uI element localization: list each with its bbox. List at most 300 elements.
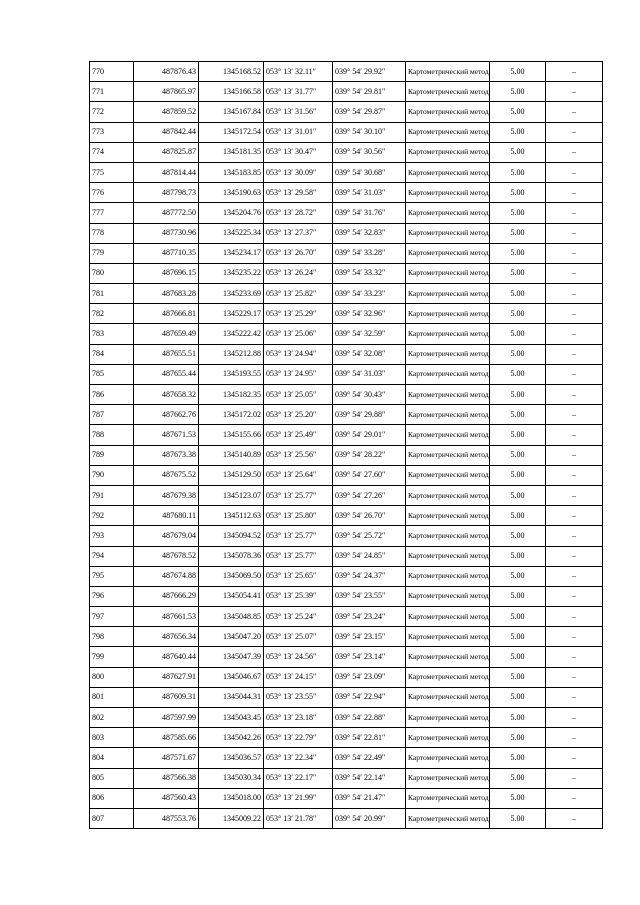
longitude-cell: 039° 54′ 28.22″ (333, 445, 406, 465)
method-cell: Картометрический метод (406, 526, 490, 546)
x-coordinate-cell: 487640.44 (134, 647, 199, 667)
method-cell: Картометрический метод (406, 485, 490, 505)
latitude-cell: 053° 13′ 25.06″ (264, 324, 333, 344)
latitude-cell: 053° 13′ 25.82″ (264, 284, 333, 304)
accuracy-cell: 5.00 (490, 183, 546, 203)
y-coordinate-cell: 1345172.02 (199, 405, 264, 425)
method-cell: Картометрический метод (406, 304, 490, 324)
longitude-cell: 039° 54′ 29.01″ (333, 425, 406, 445)
accuracy-cell: 5.00 (490, 445, 546, 465)
x-coordinate-cell: 487772.50 (134, 203, 199, 223)
y-coordinate-cell: 1345046.67 (199, 667, 264, 687)
y-coordinate-cell: 1345042.26 (199, 728, 264, 748)
note-cell: – (546, 586, 603, 606)
longitude-cell: 039° 54′ 31.03″ (333, 364, 406, 384)
y-coordinate-cell: 1345030.34 (199, 768, 264, 788)
longitude-cell: 039° 54′ 22.49″ (333, 748, 406, 768)
accuracy-cell: 5.00 (490, 687, 546, 707)
note-cell: – (546, 203, 603, 223)
longitude-cell: 039° 54′ 22.81″ (333, 728, 406, 748)
note-cell: – (546, 122, 603, 142)
y-coordinate-cell: 1345225.34 (199, 223, 264, 243)
latitude-cell: 053° 13′ 24.94″ (264, 344, 333, 364)
note-cell: – (546, 627, 603, 647)
latitude-cell: 053° 13′ 25.56″ (264, 445, 333, 465)
note-cell: – (546, 506, 603, 526)
table-row (90, 183, 603, 203)
accuracy-cell: 5.00 (490, 708, 546, 728)
y-coordinate-cell: 1345234.17 (199, 243, 264, 263)
x-coordinate-cell: 487661.53 (134, 607, 199, 627)
y-coordinate-cell: 1345078.36 (199, 546, 264, 566)
longitude-cell: 039° 54′ 32.08″ (333, 344, 406, 364)
x-coordinate-cell: 487674.88 (134, 566, 199, 586)
table-row (90, 667, 603, 687)
table-row (90, 243, 603, 263)
note-cell: – (546, 162, 603, 182)
latitude-cell: 053° 13′ 23.55″ (264, 687, 333, 707)
longitude-cell: 039° 54′ 21.47″ (333, 788, 406, 808)
method-cell: Картометрический метод (406, 627, 490, 647)
y-coordinate-cell: 1345181.35 (199, 142, 264, 162)
longitude-cell: 039° 54′ 22.94″ (333, 687, 406, 707)
x-coordinate-cell: 487825.87 (134, 142, 199, 162)
x-coordinate-cell: 487655.51 (134, 344, 199, 364)
x-coordinate-cell: 487627.91 (134, 667, 199, 687)
point-number-cell: 806 (90, 788, 134, 808)
x-coordinate-cell: 487876.43 (134, 62, 199, 82)
longitude-cell: 039° 54′ 31.03″ (333, 183, 406, 203)
accuracy-cell: 5.00 (490, 586, 546, 606)
method-cell: Картометрический метод (406, 607, 490, 627)
longitude-cell: 039° 54′ 23.24″ (333, 607, 406, 627)
coordinates-table (89, 61, 603, 829)
accuracy-cell: 5.00 (490, 808, 546, 828)
latitude-cell: 053° 13′ 25.07″ (264, 627, 333, 647)
note-cell: – (546, 142, 603, 162)
method-cell: Картометрический метод (406, 586, 490, 606)
note-cell: – (546, 364, 603, 384)
latitude-cell: 053° 13′ 25.24″ (264, 607, 333, 627)
table-row (90, 687, 603, 707)
method-cell: Картометрический метод (406, 385, 490, 405)
point-number-cell: 786 (90, 385, 134, 405)
y-coordinate-cell: 1345129.50 (199, 465, 264, 485)
accuracy-cell: 5.00 (490, 748, 546, 768)
y-coordinate-cell: 1345043.45 (199, 708, 264, 728)
x-coordinate-cell: 487671.53 (134, 425, 199, 445)
longitude-cell: 039° 54′ 29.88″ (333, 405, 406, 425)
longitude-cell: 039° 54′ 27.26″ (333, 485, 406, 505)
note-cell: – (546, 788, 603, 808)
table-row (90, 627, 603, 647)
x-coordinate-cell: 487710.35 (134, 243, 199, 263)
table-row (90, 405, 603, 425)
point-number-cell: 799 (90, 647, 134, 667)
note-cell: – (546, 748, 603, 768)
latitude-cell: 053° 13′ 28.72″ (264, 203, 333, 223)
point-number-cell: 792 (90, 506, 134, 526)
x-coordinate-cell: 487683.28 (134, 284, 199, 304)
point-number-cell: 795 (90, 566, 134, 586)
method-cell: Картометрический метод (406, 768, 490, 788)
point-number-cell: 774 (90, 142, 134, 162)
x-coordinate-cell: 487655.44 (134, 364, 199, 384)
table-row (90, 364, 603, 384)
y-coordinate-cell: 1345140.89 (199, 445, 264, 465)
x-coordinate-cell: 487814.44 (134, 162, 199, 182)
point-number-cell: 784 (90, 344, 134, 364)
table-row (90, 62, 603, 82)
x-coordinate-cell: 487662.76 (134, 405, 199, 425)
method-cell: Картометрический метод (406, 122, 490, 142)
point-number-cell: 807 (90, 808, 134, 828)
point-number-cell: 805 (90, 768, 134, 788)
table-row (90, 385, 603, 405)
y-coordinate-cell: 1345036.57 (199, 748, 264, 768)
accuracy-cell: 5.00 (490, 364, 546, 384)
method-cell: Картометрический метод (406, 364, 490, 384)
latitude-cell: 053° 13′ 32.11″ (264, 62, 333, 82)
note-cell: – (546, 485, 603, 505)
method-cell: Картометрический метод (406, 425, 490, 445)
longitude-cell: 039° 54′ 33.32″ (333, 263, 406, 283)
x-coordinate-cell: 487597.99 (134, 708, 199, 728)
table-row (90, 142, 603, 162)
latitude-cell: 053° 13′ 29.58″ (264, 183, 333, 203)
latitude-cell: 053° 13′ 22.34″ (264, 748, 333, 768)
latitude-cell: 053° 13′ 25.77″ (264, 526, 333, 546)
latitude-cell: 053° 13′ 21.78″ (264, 808, 333, 828)
accuracy-cell: 5.00 (490, 203, 546, 223)
latitude-cell: 053° 13′ 26.70″ (264, 243, 333, 263)
y-coordinate-cell: 1345204.76 (199, 203, 264, 223)
latitude-cell: 053° 13′ 23.18″ (264, 708, 333, 728)
latitude-cell: 053° 13′ 31.01″ (264, 122, 333, 142)
latitude-cell: 053° 13′ 25.64″ (264, 465, 333, 485)
latitude-cell: 053° 13′ 25.29″ (264, 304, 333, 324)
latitude-cell: 053° 13′ 25.39″ (264, 586, 333, 606)
method-cell: Картометрический метод (406, 62, 490, 82)
longitude-cell: 039° 54′ 23.15″ (333, 627, 406, 647)
point-number-cell: 796 (90, 586, 134, 606)
accuracy-cell: 5.00 (490, 647, 546, 667)
accuracy-cell: 5.00 (490, 465, 546, 485)
longitude-cell: 039° 54′ 24.37″ (333, 566, 406, 586)
accuracy-cell: 5.00 (490, 425, 546, 445)
table-row (90, 808, 603, 828)
latitude-cell: 053° 13′ 27.37″ (264, 223, 333, 243)
method-cell: Картометрический метод (406, 284, 490, 304)
method-cell: Картометрический метод (406, 324, 490, 344)
table-row (90, 788, 603, 808)
method-cell: Картометрический метод (406, 223, 490, 243)
x-coordinate-cell: 487673.38 (134, 445, 199, 465)
point-number-cell: 780 (90, 263, 134, 283)
note-cell: – (546, 465, 603, 485)
table-row (90, 566, 603, 586)
accuracy-cell: 5.00 (490, 728, 546, 748)
y-coordinate-cell: 1345183.85 (199, 162, 264, 182)
accuracy-cell: 5.00 (490, 405, 546, 425)
method-cell: Картометрический метод (406, 162, 490, 182)
table-row (90, 728, 603, 748)
table-row (90, 768, 603, 788)
method-cell: Картометрический метод (406, 142, 490, 162)
y-coordinate-cell: 1345048.85 (199, 607, 264, 627)
longitude-cell: 039° 54′ 30.10″ (333, 122, 406, 142)
longitude-cell: 039° 54′ 32.59″ (333, 324, 406, 344)
accuracy-cell: 5.00 (490, 243, 546, 263)
table-row (90, 708, 603, 728)
method-cell: Картометрический метод (406, 506, 490, 526)
method-cell: Картометрический метод (406, 667, 490, 687)
latitude-cell: 053° 13′ 22.17″ (264, 768, 333, 788)
x-coordinate-cell: 487571.67 (134, 748, 199, 768)
note-cell: – (546, 243, 603, 263)
y-coordinate-cell: 1345166.58 (199, 82, 264, 102)
table-row (90, 465, 603, 485)
note-cell: – (546, 607, 603, 627)
note-cell: – (546, 324, 603, 344)
note-cell: – (546, 546, 603, 566)
point-number-cell: 772 (90, 102, 134, 122)
x-coordinate-cell: 487680.11 (134, 506, 199, 526)
longitude-cell: 039° 54′ 23.14″ (333, 647, 406, 667)
x-coordinate-cell: 487678.52 (134, 546, 199, 566)
x-coordinate-cell: 487659.49 (134, 324, 199, 344)
x-coordinate-cell: 487666.29 (134, 586, 199, 606)
table-row (90, 344, 603, 364)
table-row (90, 122, 603, 142)
x-coordinate-cell: 487553.76 (134, 808, 199, 828)
point-number-cell: 787 (90, 405, 134, 425)
note-cell: – (546, 102, 603, 122)
note-cell: – (546, 385, 603, 405)
method-cell: Картометрический метод (406, 445, 490, 465)
note-cell: – (546, 526, 603, 546)
method-cell: Картометрический метод (406, 405, 490, 425)
accuracy-cell: 5.00 (490, 627, 546, 647)
table-row (90, 425, 603, 445)
note-cell: – (546, 284, 603, 304)
longitude-cell: 039° 54′ 32.96″ (333, 304, 406, 324)
accuracy-cell: 5.00 (490, 506, 546, 526)
x-coordinate-cell: 487859.52 (134, 102, 199, 122)
point-number-cell: 778 (90, 223, 134, 243)
point-number-cell: 781 (90, 284, 134, 304)
accuracy-cell: 5.00 (490, 607, 546, 627)
point-number-cell: 779 (90, 243, 134, 263)
x-coordinate-cell: 487666.81 (134, 304, 199, 324)
method-cell: Картометрический метод (406, 728, 490, 748)
note-cell: – (546, 768, 603, 788)
accuracy-cell: 5.00 (490, 385, 546, 405)
method-cell: Картометрический метод (406, 708, 490, 728)
point-number-cell: 788 (90, 425, 134, 445)
y-coordinate-cell: 1345168.52 (199, 62, 264, 82)
table-row (90, 607, 603, 627)
method-cell: Картометрический метод (406, 566, 490, 586)
longitude-cell: 039° 54′ 23.09″ (333, 667, 406, 687)
x-coordinate-cell: 487656.34 (134, 627, 199, 647)
x-coordinate-cell: 487560.43 (134, 788, 199, 808)
y-coordinate-cell: 1345047.39 (199, 647, 264, 667)
longitude-cell: 039° 54′ 32.83″ (333, 223, 406, 243)
accuracy-cell: 5.00 (490, 304, 546, 324)
accuracy-cell: 5.00 (490, 122, 546, 142)
accuracy-cell: 5.00 (490, 62, 546, 82)
accuracy-cell: 5.00 (490, 263, 546, 283)
latitude-cell: 053° 13′ 24.15″ (264, 667, 333, 687)
point-number-cell: 791 (90, 485, 134, 505)
point-number-cell: 798 (90, 627, 134, 647)
y-coordinate-cell: 1345182.35 (199, 385, 264, 405)
accuracy-cell: 5.00 (490, 344, 546, 364)
point-number-cell: 789 (90, 445, 134, 465)
longitude-cell: 039° 54′ 29.81″ (333, 82, 406, 102)
accuracy-cell: 5.00 (490, 566, 546, 586)
latitude-cell: 053° 13′ 25.77″ (264, 546, 333, 566)
y-coordinate-cell: 1345044.31 (199, 687, 264, 707)
accuracy-cell: 5.00 (490, 102, 546, 122)
note-cell: – (546, 425, 603, 445)
y-coordinate-cell: 1345193.55 (199, 364, 264, 384)
longitude-cell: 039° 54′ 31.76″ (333, 203, 406, 223)
accuracy-cell: 5.00 (490, 485, 546, 505)
note-cell: – (546, 263, 603, 283)
latitude-cell: 053° 13′ 26.24″ (264, 263, 333, 283)
point-number-cell: 794 (90, 546, 134, 566)
latitude-cell: 053° 13′ 25.49″ (264, 425, 333, 445)
point-number-cell: 771 (90, 82, 134, 102)
accuracy-cell: 5.00 (490, 82, 546, 102)
y-coordinate-cell: 1345155.66 (199, 425, 264, 445)
note-cell: – (546, 344, 603, 364)
note-cell: – (546, 687, 603, 707)
accuracy-cell: 5.00 (490, 142, 546, 162)
longitude-cell: 039° 54′ 27.60″ (333, 465, 406, 485)
point-number-cell: 770 (90, 62, 134, 82)
table-row (90, 546, 603, 566)
longitude-cell: 039° 54′ 23.55″ (333, 586, 406, 606)
coordinates-table-body (90, 62, 603, 829)
note-cell: – (546, 728, 603, 748)
table-row (90, 485, 603, 505)
method-cell: Картометрический метод (406, 788, 490, 808)
longitude-cell: 039° 54′ 33.28″ (333, 243, 406, 263)
note-cell: – (546, 183, 603, 203)
table-row (90, 223, 603, 243)
method-cell: Картометрический метод (406, 102, 490, 122)
y-coordinate-cell: 1345233.69 (199, 284, 264, 304)
longitude-cell: 039° 54′ 29.87″ (333, 102, 406, 122)
table-row (90, 203, 603, 223)
point-number-cell: 801 (90, 687, 134, 707)
x-coordinate-cell: 487730.96 (134, 223, 199, 243)
point-number-cell: 782 (90, 304, 134, 324)
table-row (90, 586, 603, 606)
accuracy-cell: 5.00 (490, 546, 546, 566)
y-coordinate-cell: 1345172.54 (199, 122, 264, 142)
longitude-cell: 039° 54′ 22.14″ (333, 768, 406, 788)
method-cell: Картометрический метод (406, 647, 490, 667)
y-coordinate-cell: 1345069.50 (199, 566, 264, 586)
note-cell: – (546, 566, 603, 586)
note-cell: – (546, 708, 603, 728)
y-coordinate-cell: 1345094.52 (199, 526, 264, 546)
y-coordinate-cell: 1345212.88 (199, 344, 264, 364)
longitude-cell: 039° 54′ 24.85″ (333, 546, 406, 566)
method-cell: Картометрический метод (406, 183, 490, 203)
latitude-cell: 053° 13′ 25.65″ (264, 566, 333, 586)
note-cell: – (546, 667, 603, 687)
table-row (90, 82, 603, 102)
point-number-cell: 803 (90, 728, 134, 748)
point-number-cell: 785 (90, 364, 134, 384)
point-number-cell: 790 (90, 465, 134, 485)
method-cell: Картометрический метод (406, 203, 490, 223)
longitude-cell: 039° 54′ 26.70″ (333, 506, 406, 526)
method-cell: Картометрический метод (406, 243, 490, 263)
x-coordinate-cell: 487609.31 (134, 687, 199, 707)
table-row (90, 284, 603, 304)
y-coordinate-cell: 1345054.41 (199, 586, 264, 606)
x-coordinate-cell: 487798.73 (134, 183, 199, 203)
latitude-cell: 053° 13′ 31.56″ (264, 102, 333, 122)
accuracy-cell: 5.00 (490, 324, 546, 344)
note-cell: – (546, 405, 603, 425)
y-coordinate-cell: 1345047.20 (199, 627, 264, 647)
method-cell: Картометрический метод (406, 344, 490, 364)
y-coordinate-cell: 1345018.00 (199, 788, 264, 808)
point-number-cell: 783 (90, 324, 134, 344)
point-number-cell: 777 (90, 203, 134, 223)
y-coordinate-cell: 1345235.22 (199, 263, 264, 283)
x-coordinate-cell: 487675.52 (134, 465, 199, 485)
note-cell: – (546, 223, 603, 243)
longitude-cell: 039° 54′ 30.56″ (333, 142, 406, 162)
method-cell: Картометрический метод (406, 82, 490, 102)
table-row (90, 647, 603, 667)
y-coordinate-cell: 1345112.63 (199, 506, 264, 526)
x-coordinate-cell: 487679.38 (134, 485, 199, 505)
table-row (90, 263, 603, 283)
latitude-cell: 053° 13′ 22.79″ (264, 728, 333, 748)
accuracy-cell: 5.00 (490, 788, 546, 808)
note-cell: – (546, 808, 603, 828)
x-coordinate-cell: 487658.32 (134, 385, 199, 405)
latitude-cell: 053° 13′ 21.99″ (264, 788, 333, 808)
accuracy-cell: 5.00 (490, 768, 546, 788)
table-row (90, 748, 603, 768)
y-coordinate-cell: 1345222.42 (199, 324, 264, 344)
y-coordinate-cell: 1345167.84 (199, 102, 264, 122)
x-coordinate-cell: 487585.66 (134, 728, 199, 748)
latitude-cell: 053° 13′ 25.77″ (264, 485, 333, 505)
point-number-cell: 804 (90, 748, 134, 768)
method-cell: Картометрический метод (406, 808, 490, 828)
x-coordinate-cell: 487679.04 (134, 526, 199, 546)
x-coordinate-cell: 487865.97 (134, 82, 199, 102)
y-coordinate-cell: 1345009.22 (199, 808, 264, 828)
table-row (90, 324, 603, 344)
table-row (90, 526, 603, 546)
method-cell: Картометрический метод (406, 687, 490, 707)
latitude-cell: 053° 13′ 30.47″ (264, 142, 333, 162)
x-coordinate-cell: 487566.38 (134, 768, 199, 788)
method-cell: Картометрический метод (406, 465, 490, 485)
